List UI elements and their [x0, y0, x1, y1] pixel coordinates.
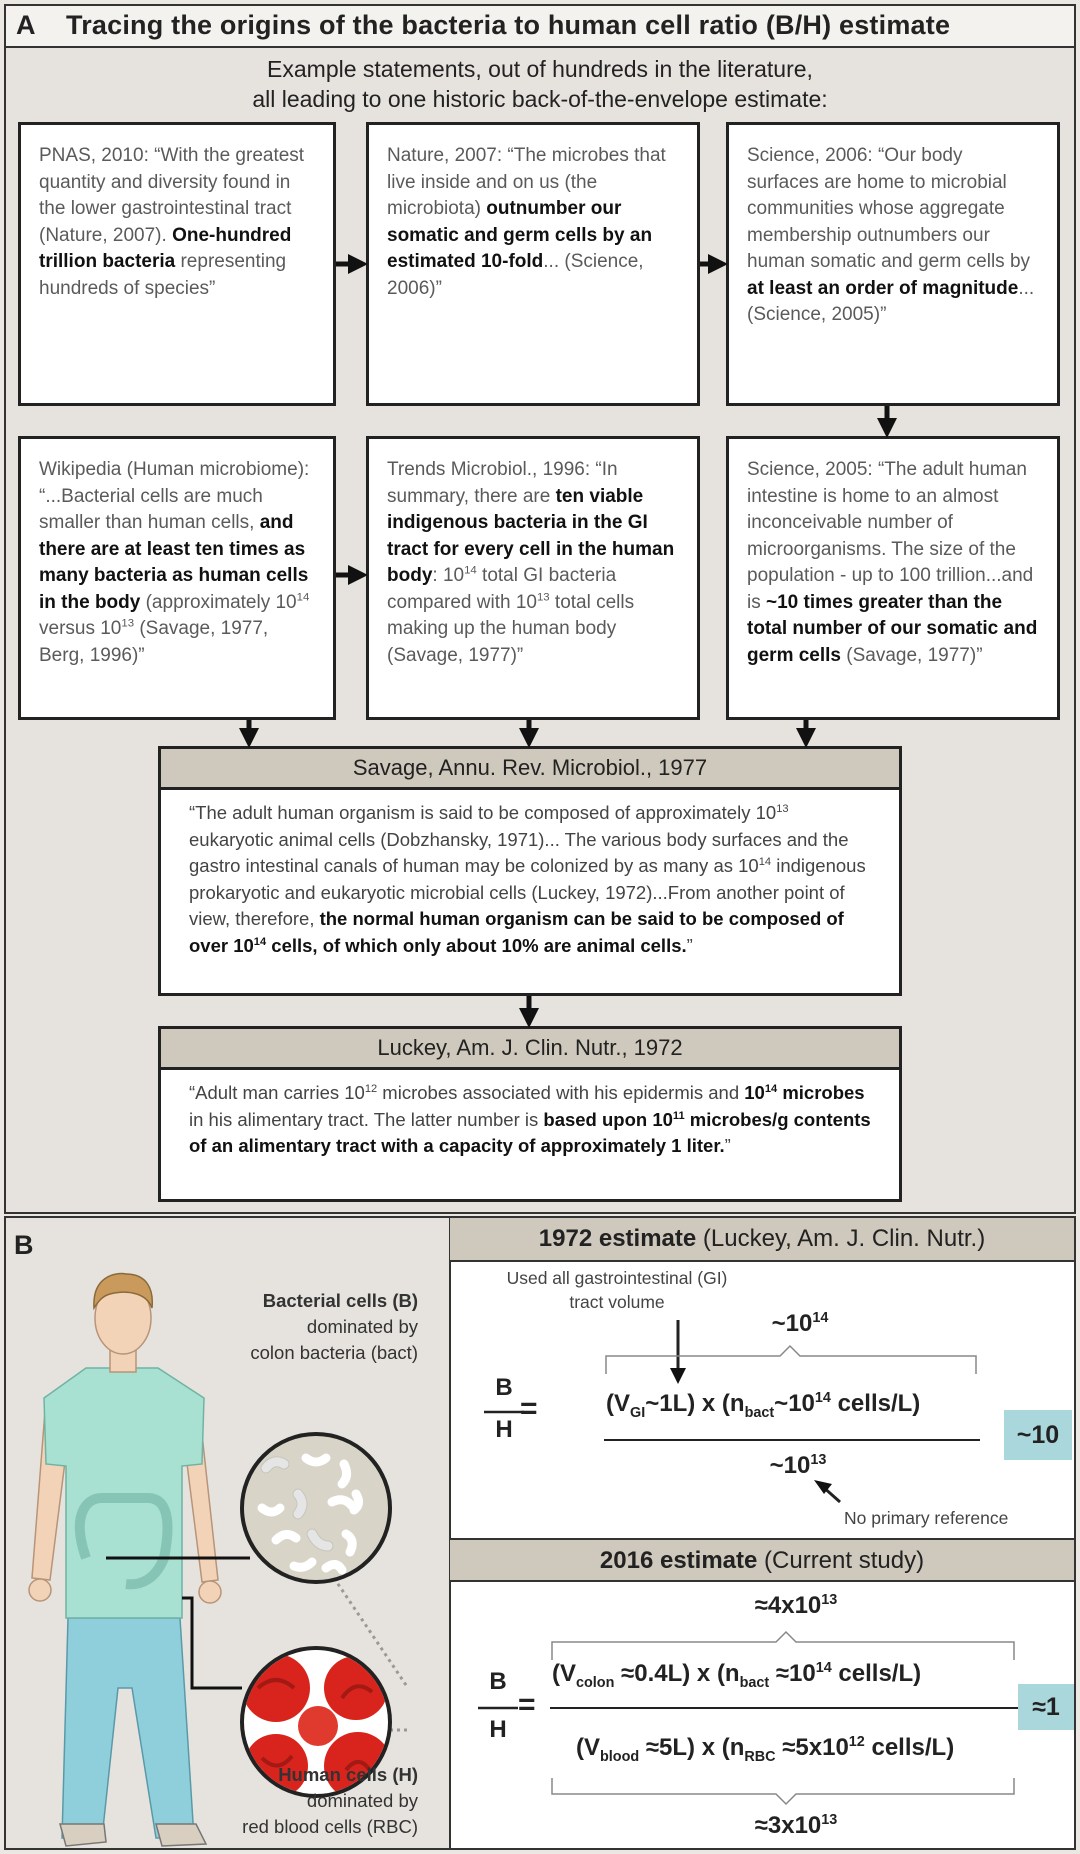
quote-text: Science, 2005: “The adult human intestine is home to an almost inconceivable number of microorganisms. The size of the population - up to 100 trillion...and is	[747, 459, 1034, 613]
exponent: 14	[296, 591, 310, 604]
exponent: 12	[364, 1082, 378, 1095]
eq-part: cells/L)	[831, 1660, 922, 1687]
eq-part: ~10	[774, 1390, 815, 1417]
label-line: dominated by	[306, 1790, 418, 1811]
value: ~10	[769, 1452, 811, 1479]
eq-part: ≈5x10	[775, 1734, 849, 1761]
panel-a-title: Tracing the origins of the bacteria to human cell ratio (B/H) estimate	[66, 10, 951, 40]
panel-a-letter: A	[16, 10, 36, 40]
quote-bold: ten viable indigenous bacteria in the GI tract for every cell in the human body	[387, 485, 675, 586]
quote-text: ... (Science, 2006)”	[387, 251, 644, 299]
quote-text: Wikipedia (Human microbiome): “...Bacterial cells are much smaller than human cells,	[39, 459, 310, 533]
note-line: Used all gastrointestinal (GI)	[506, 1268, 728, 1288]
header-main: 1972 estimate	[538, 1225, 697, 1252]
header-sub: (Current study)	[757, 1547, 925, 1574]
brace-2016-top	[552, 1632, 1014, 1660]
quote-bold: cells, of which only about 10% are animal cells.	[266, 934, 687, 956]
est2016-result: ≈1	[1018, 1684, 1074, 1730]
quote-text: representing hundreds of species”	[39, 251, 287, 299]
exponent: 14	[815, 1660, 832, 1676]
quote-bold: One-hundred trillion bacteria	[39, 224, 292, 272]
eq-part: ≈10	[769, 1660, 816, 1687]
luckey-header: Luckey, Am. J. Clin. Nutr., 1972	[158, 1026, 902, 1070]
quote-text: ”	[724, 1135, 731, 1156]
quote-text: ... (Science, 2005)”	[747, 277, 1035, 325]
fraction-b: B	[489, 1668, 507, 1695]
eq-part: cells/L)	[864, 1734, 955, 1761]
brace-1972-top	[606, 1346, 976, 1374]
equals-sign: =	[520, 1392, 538, 1425]
eq-part: (V	[552, 1660, 576, 1687]
subscript: bact	[744, 1404, 775, 1421]
quote-text: Science, 2006: “Our body surfaces are home to microbial communities whose aggregate membership outnumbers our human somatic and germ cells by	[747, 145, 1031, 272]
quote-text: (Savage, 1977)”	[841, 644, 983, 666]
gi-volume-arrowhead	[670, 1368, 686, 1384]
note-line: tract volume	[569, 1292, 665, 1312]
exponent: 11	[672, 1109, 685, 1122]
quote-text: “Adult man carries 10	[189, 1082, 365, 1103]
exponent: 13	[536, 591, 550, 604]
quote-text: total GI bacteria compared with 10	[387, 565, 617, 613]
eq-part: (V	[606, 1390, 630, 1417]
panel-b-letter: B	[14, 1230, 34, 1260]
quote-text: in his alimentary tract. The latter number is	[189, 1108, 544, 1130]
subtitle-line-2: all leading to one historic back-of-the-envelope estimate:	[252, 86, 828, 112]
quote-bold: at least an order of magnitude	[747, 277, 1019, 299]
exponent: 13	[776, 802, 789, 815]
quote-text: Nature, 2007: “The microbes that live inside and on us (the microbiota)	[387, 145, 666, 219]
value: ~10	[771, 1310, 813, 1337]
quote-bold: microbes	[777, 1082, 865, 1103]
value: ≈4x10	[754, 1592, 822, 1619]
quote-text: (approximately 10	[140, 591, 297, 613]
quote-bold: 10	[744, 1082, 765, 1103]
header-sub: (Luckey, Am. J. Clin. Nutr.)	[696, 1225, 986, 1252]
exponent: 13	[810, 1452, 827, 1468]
exponent: 14	[758, 855, 772, 868]
quote-text: Trends Microbiol., 1996: “In summary, there are	[387, 459, 618, 507]
subscript: blood	[600, 1748, 640, 1765]
header-main: 2016 estimate	[599, 1547, 758, 1574]
label-line: dominated by	[306, 1316, 418, 1337]
quote-text: PNAS, 2010: “With the greatest quantity and diversity found in the lower gastrointestinal tract (Nature, 2007).	[39, 145, 305, 246]
quote-text: total cells making up the human body (Savage, 1977)”	[387, 591, 635, 666]
quote-text: eukaryotic animal cells (Dobzhansky, 1971)... The various body surfaces and the gastro intestinal canals of human may be colonized by as many as 10	[189, 828, 849, 876]
quote-bold: the normal human organism can be said to be composed of over 10	[189, 908, 844, 956]
times-sign: x	[701, 1390, 716, 1417]
quote-text: ”	[686, 934, 693, 956]
label-line: red blood cells (RBC)	[242, 1816, 418, 1837]
eq-part: ≈0.4L)	[614, 1660, 691, 1687]
subscript: GI	[630, 1404, 646, 1421]
exponent: 13	[821, 1592, 838, 1608]
exponent: 14	[764, 1082, 778, 1095]
value: ≈3x10	[754, 1812, 822, 1839]
eq-part: (V	[576, 1734, 600, 1761]
quote-bold: outnumber our somatic and germ cells by an estimated 10-fold	[387, 198, 653, 272]
quote-text: “The adult human organism is said to be composed of approximately 10	[189, 802, 777, 823]
quote-text: microbes associated with his epidermis and	[377, 1082, 745, 1103]
fraction-h: H	[489, 1716, 507, 1743]
exponent: 13	[821, 1812, 838, 1828]
eq-part: ≈5L)	[639, 1734, 696, 1761]
subscript: colon	[576, 1674, 615, 1691]
times-sign: x	[701, 1734, 716, 1761]
subscript: RBC	[744, 1748, 776, 1765]
label-line: colon bacteria (bact)	[250, 1342, 418, 1363]
exponent: 14	[464, 564, 477, 577]
fraction-h: H	[495, 1416, 513, 1443]
exponent: 13	[121, 617, 135, 630]
exponent: 14	[812, 1310, 829, 1326]
eq-part: ~1L)	[645, 1390, 696, 1417]
label-bold: Bacterial cells (B)	[262, 1290, 418, 1311]
quote-bold: ~10 times greater than the total number of our somatic and germ cells	[747, 591, 1038, 666]
fraction-b: B	[495, 1374, 513, 1401]
quote-text: versus 10	[39, 618, 122, 639]
subtitle-line-1: Example statements, out of hundreds in the literature,	[267, 56, 813, 82]
eq-part: (n	[721, 1734, 745, 1761]
quote-bold: microbes/g contents of an alimentary tract with a capacity of approximately 1 liter.	[189, 1108, 871, 1156]
eq-part: cells/L)	[830, 1390, 921, 1417]
savage-header: Savage, Annu. Rev. Microbiol., 1977	[158, 746, 902, 790]
quote-text: : 10	[432, 565, 465, 586]
times-sign: x	[696, 1660, 711, 1687]
quote-bold: based upon 10	[543, 1108, 673, 1130]
est1972-result: ~10	[1004, 1410, 1072, 1460]
quote-text: indigenous prokaryotic and eukaryotic microbial cells (Luckey, 1972)...From another point of view, therefore,	[189, 855, 866, 929]
quote-bold: and there are at least ten times as many bacteria as human cells in the body	[39, 512, 309, 613]
label-bold: Human cells (H)	[278, 1764, 418, 1785]
brace-2016-bottom	[552, 1778, 1014, 1804]
exponent: 12	[848, 1734, 865, 1750]
eq-part: (n	[716, 1660, 740, 1687]
exponent: 14	[814, 1390, 831, 1406]
eq-part: (n	[721, 1390, 745, 1417]
no-primary-reference-note: No primary reference	[844, 1508, 1009, 1528]
exponent: 14	[253, 935, 267, 948]
quote-text: (Savage, 1977, Berg, 1996)”	[39, 618, 269, 666]
equals-sign: =	[518, 1688, 536, 1721]
subscript: bact	[739, 1674, 770, 1691]
